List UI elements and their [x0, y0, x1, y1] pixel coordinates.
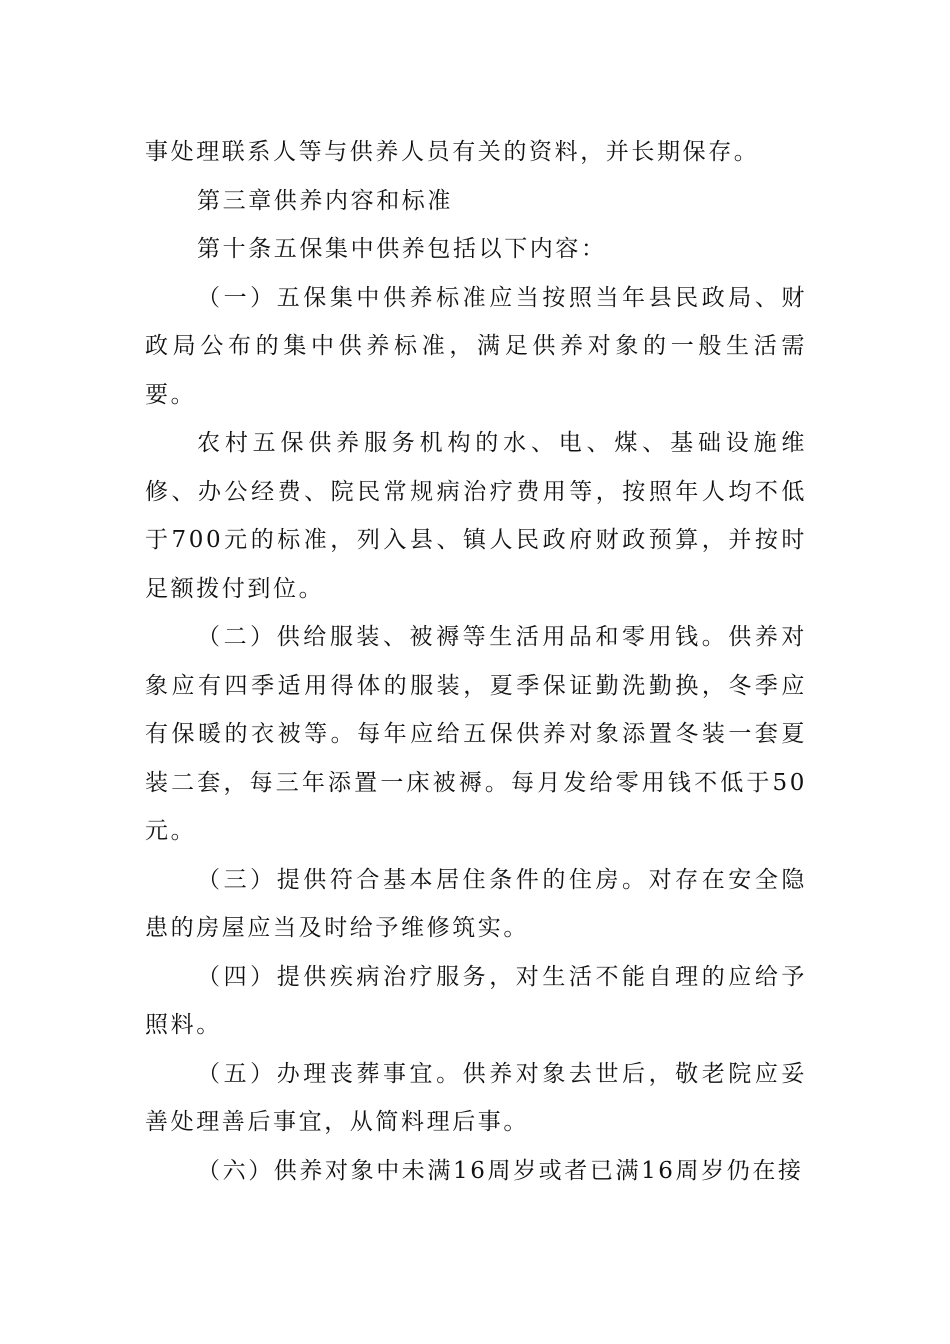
paragraph-item-3: （三）提供符合基本居住条件的住房。对存在安全隐患的房屋应当及时给予维修筑实。: [145, 866, 807, 941]
paragraph-item-2: （二）供给服装、被褥等生活用品和零用钱。供养对象应有四季适用得体的服装，夏季保证勤洗勤换，冬季应有保暖的衣被等。每年应给五保供养对象添置冬装一套夏装二套，每三年添置一床被褥。每月发给零用钱不低于50元。: [145, 624, 807, 844]
paragraph-item-4: （四）提供疾病治疗服务，对生活不能自理的应给予照料。: [145, 963, 807, 1038]
paragraph-continuation: 事处理联系人等与供养人员有关的资料，并长期保存。: [145, 139, 760, 165]
chapter-heading: 第三章供养内容和标准: [197, 187, 453, 214]
paragraph-item-5: （五）办理丧葬事宜。供养对象去世后，敬老院应妥善处理善后事宜，从简料理后事。: [145, 1060, 807, 1135]
document-body: [145, 128, 807, 1195]
paragraph-facility-funding: 农村五保供养服务机构的水、电、煤、基础设施维修、办公经费、院民常规病治疗费用等，按照年人均不低于700元的标准，列入县、镇人民政府财政预算，并按时足额拨付到位。: [145, 430, 807, 602]
paragraph-item-6: （六）供养对象中未满16周岁或者已满16周岁仍在接: [197, 1157, 804, 1184]
paragraph-item-1: （一）五保集中供养标准应当按照当年县民政局、财政局公布的集中供养标准，满足供养对象的一般生活需要。: [145, 284, 807, 408]
article-heading: 第十条五保集中供养包括以下内容：: [197, 236, 607, 262]
